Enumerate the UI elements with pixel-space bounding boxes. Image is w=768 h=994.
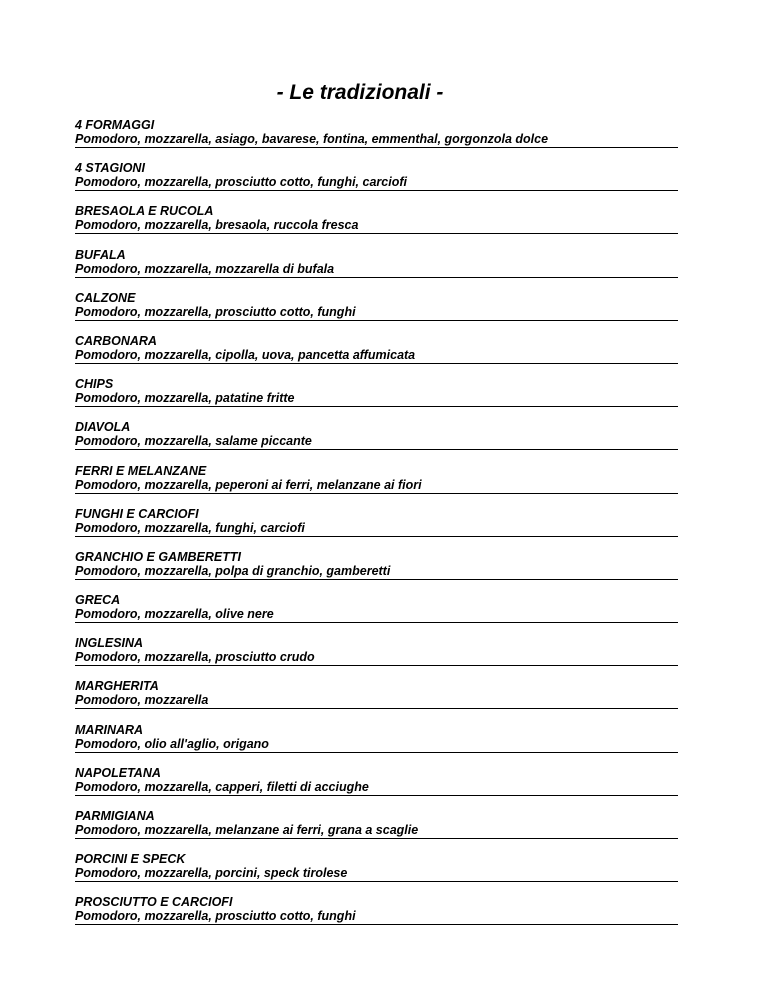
- pizza-name: FUNGHI E CARCIOFI: [75, 506, 199, 521]
- pizza-ingredients: Pomodoro, mozzarella, melanzane ai ferri, grana a scaglie: [75, 823, 678, 839]
- menu-item: [75, 161, 678, 204]
- pizza-ingredients: Pomodoro, mozzarella: [75, 693, 678, 709]
- pizza-name: MARGHERITA: [75, 679, 159, 694]
- menu-item: [75, 636, 678, 679]
- pizza-name: PROSCIUTTO E CARCIOFI: [75, 895, 233, 910]
- pizza-name: CARBONARA: [75, 333, 157, 348]
- pizza-name: INGLESINA: [75, 636, 144, 651]
- pizza-ingredients: Pomodoro, mozzarella, prosciutto crudo: [75, 650, 678, 666]
- menu-list: [75, 118, 678, 939]
- pizza-name: NAPOLETANA: [75, 765, 161, 780]
- menu-item: [75, 204, 678, 247]
- pizza-ingredients: Pomodoro, mozzarella, bresaola, ruccola fresca: [75, 218, 678, 234]
- menu-item: [75, 377, 678, 420]
- menu-item: [75, 420, 678, 463]
- pizza-ingredients: Pomodoro, olio all'aglio, origano: [75, 737, 678, 753]
- pizza-name: GRECA: [75, 593, 121, 608]
- pizza-ingredients: Pomodoro, mozzarella, polpa di granchio, gamberetti: [75, 564, 678, 580]
- pizza-name: MARINARA: [75, 722, 144, 737]
- pizza-ingredients: Pomodoro, mozzarella, salame piccante: [75, 434, 678, 450]
- pizza-ingredients: Pomodoro, mozzarella, asiago, bavarese, fontina, emmenthal, gorgonzola dolce: [75, 132, 678, 148]
- pizza-ingredients: Pomodoro, mozzarella, funghi, carciofi: [75, 521, 678, 537]
- pizza-name: CHIPS: [75, 377, 114, 392]
- menu-item: [75, 248, 678, 291]
- menu-item: [75, 593, 678, 636]
- menu-item: [75, 723, 678, 766]
- pizza-name: GRANCHIO E GAMBERETTI: [75, 549, 241, 564]
- pizza-ingredients: Pomodoro, mozzarella, prosciutto cotto, funghi, carciofi: [75, 175, 678, 191]
- pizza-name: BUFALA: [75, 247, 126, 262]
- pizza-ingredients: Pomodoro, mozzarella, cipolla, uova, pancetta affumicata: [75, 348, 678, 364]
- menu-item: [75, 291, 678, 334]
- pizza-name: 4 FORMAGGI: [75, 118, 155, 132]
- pizza-name: PORCINI E SPECK: [75, 852, 186, 867]
- pizza-name: CALZONE: [75, 290, 136, 305]
- pizza-ingredients: Pomodoro, mozzarella, capperi, filetti di acciughe: [75, 780, 678, 796]
- pizza-name: 4 STAGIONI: [75, 161, 145, 176]
- menu-item: [75, 766, 678, 809]
- menu-item: [75, 334, 678, 377]
- menu-item: [75, 118, 678, 161]
- menu-item: [75, 550, 678, 593]
- pizza-ingredients: Pomodoro, mozzarella, peperoni ai ferri, melanzane ai fiori: [75, 478, 678, 494]
- pizza-name: DIAVOLA: [75, 420, 131, 435]
- pizza-name: FERRI E MELANZANE: [75, 463, 207, 478]
- menu-item: [75, 507, 678, 550]
- menu-item: [75, 895, 678, 938]
- pizza-name: BRESAOLA E RUCOLA: [75, 204, 214, 219]
- pizza-ingredients: Pomodoro, mozzarella, porcini, speck tirolese: [75, 866, 678, 882]
- page-title: - Le tradizionali -: [276, 81, 444, 104]
- pizza-ingredients: Pomodoro, mozzarella, olive nere: [75, 607, 678, 623]
- menu-item: [75, 809, 678, 852]
- menu-item: [75, 852, 678, 895]
- menu-item: [75, 679, 678, 722]
- pizza-name: PARMIGIANA: [75, 809, 155, 823]
- pizza-ingredients: Pomodoro, mozzarella, prosciutto cotto, funghi: [75, 909, 678, 925]
- pizza-ingredients: Pomodoro, mozzarella, mozzarella di bufala: [75, 262, 678, 278]
- menu-item: [75, 464, 678, 507]
- pizza-ingredients: Pomodoro, mozzarella, patatine fritte: [75, 391, 678, 407]
- pizza-ingredients: Pomodoro, mozzarella, prosciutto cotto, funghi: [75, 305, 678, 321]
